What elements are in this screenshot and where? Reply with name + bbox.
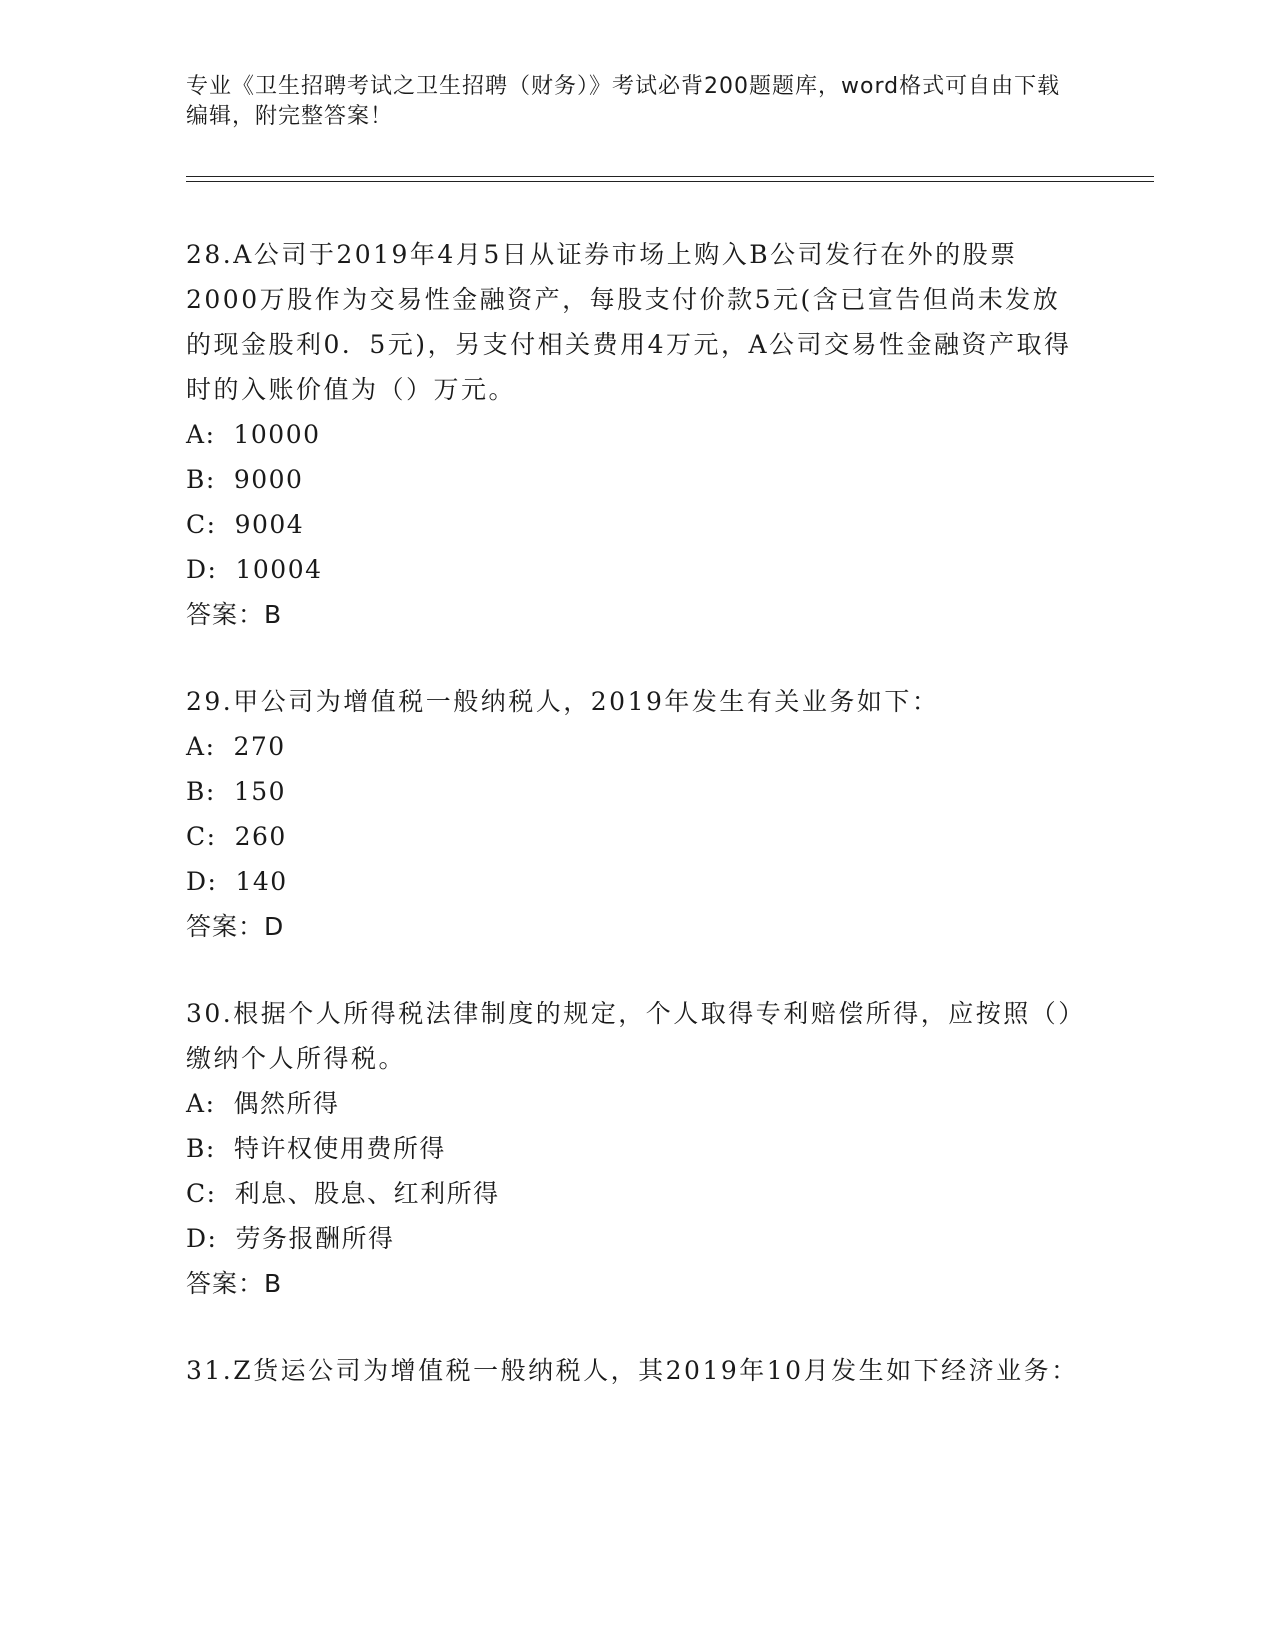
option-text: 偶然所得: [233, 1089, 340, 1118]
option-separator: :: [207, 867, 218, 896]
option-letter: C: [186, 822, 207, 851]
option-letter: C: [186, 1179, 207, 1208]
question-stem: 28.A公司于2019年4月5日从证券市场上购入B公司发行在外的股票2000万股作为交易性金融资产，每股支付价款5元(含已宣告但尚未发放的现金股利0．5元)，另支付相关费用4万元，A公司交易性金融资产取得时的入账价值为（）万元。: [186, 240, 1072, 404]
option-text: 9000: [233, 465, 304, 494]
option-separator: :: [206, 822, 217, 851]
option-text: 10000: [233, 420, 321, 449]
option-letter: D: [186, 867, 208, 896]
option-text: 劳务报酬所得: [235, 1224, 395, 1253]
question-30: [186, 991, 1086, 1306]
option-d: [186, 859, 1086, 904]
question-stem: 30.根据个人所得税法律制度的规定，个人取得专利赔偿所得，应按照（）缴纳个人所得税。: [186, 999, 1086, 1073]
option-separator: :: [205, 420, 216, 449]
option-separator: :: [207, 555, 218, 584]
question-31: [186, 1348, 1086, 1393]
question-stem: 29.甲公司为增值税一般纳税人，2019年发生有关业务如下：: [186, 687, 940, 716]
option-text: 特许权使用费所得: [233, 1134, 446, 1163]
option-a: [186, 724, 1086, 769]
option-letter: D: [186, 555, 208, 584]
question-28: [186, 232, 1086, 637]
option-letter: A: [186, 420, 206, 449]
option-letter: B: [186, 465, 206, 494]
answer-line: 答案：B: [186, 600, 283, 629]
question-29: [186, 679, 1086, 949]
option-separator: :: [205, 1134, 216, 1163]
question-stem: 31.Z货运公司为增值税一般纳税人，其2019年10月发生如下经济业务：: [186, 1356, 1079, 1385]
header-divider-top: [186, 176, 1154, 177]
option-letter: B: [186, 1134, 206, 1163]
option-d: [186, 1216, 1086, 1261]
option-separator: :: [205, 465, 216, 494]
option-b: [186, 769, 1086, 814]
option-text: 150: [233, 777, 287, 806]
option-separator: :: [205, 777, 216, 806]
option-separator: :: [205, 1089, 216, 1118]
option-text: 270: [233, 732, 286, 761]
option-letter: B: [186, 777, 206, 806]
option-letter: A: [186, 1089, 206, 1118]
option-d: [186, 547, 1086, 592]
option-separator: :: [207, 1224, 218, 1253]
option-a: [186, 412, 1086, 457]
option-text: 9004: [234, 510, 305, 539]
option-text: 10004: [235, 555, 323, 584]
option-separator: :: [206, 1179, 217, 1208]
header-text: 专业《卫生招聘考试之卫生招聘（财务）》考试必背200题题库，word格式可自由下载编辑，附完整答案！: [186, 74, 1061, 129]
option-c: [186, 1171, 1086, 1216]
option-a: [186, 1081, 1086, 1126]
answer-line: 答案：B: [186, 1269, 283, 1298]
option-b: [186, 1126, 1086, 1171]
document-header: [186, 72, 1066, 132]
option-letter: C: [186, 510, 207, 539]
option-letter: A: [186, 732, 206, 761]
option-b: [186, 457, 1086, 502]
option-text: 利息、股息、红利所得: [234, 1179, 500, 1208]
header-divider-bottom: [186, 181, 1154, 182]
question-list: [186, 232, 1086, 1435]
option-separator: :: [205, 732, 216, 761]
option-text: 140: [235, 867, 288, 896]
option-separator: :: [206, 510, 217, 539]
answer-line: 答案：D: [186, 912, 285, 941]
option-c: [186, 814, 1086, 859]
option-letter: D: [186, 1224, 208, 1253]
option-text: 260: [234, 822, 287, 851]
option-c: [186, 502, 1086, 547]
